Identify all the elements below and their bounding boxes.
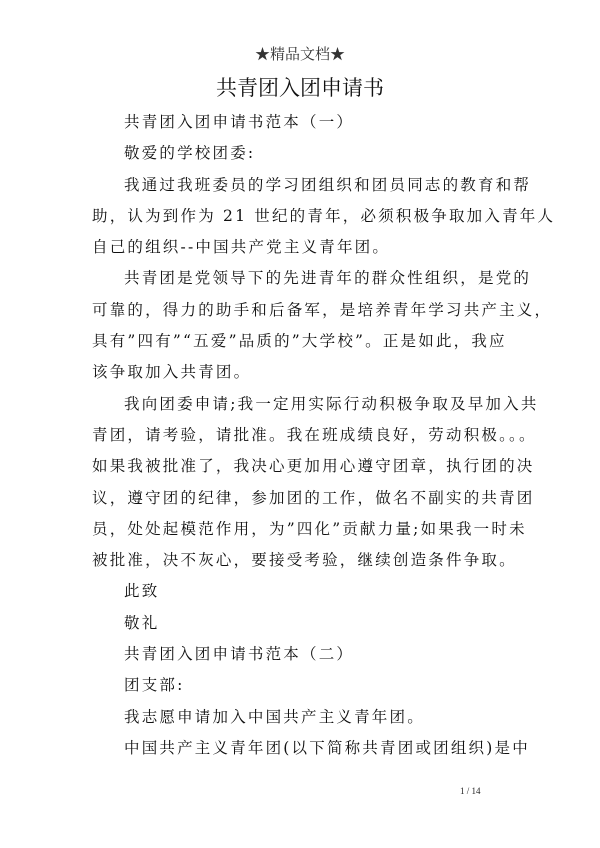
- text-line: 我志愿申请加入中国共产主义青年团。: [124, 707, 425, 726]
- text-line: 我通过我班委员的学习团组织和团员同志的教育和帮: [124, 175, 532, 194]
- text-line: 我向团委申请;我一定用实际行动积极争取及早加入共: [124, 394, 539, 413]
- text-line: 团支部:: [124, 676, 185, 695]
- text-line: 敬爱的学校团委:: [124, 144, 256, 163]
- page-header: ★精品文档★: [254, 45, 345, 63]
- document-body: [92, 107, 556, 764]
- text-line: 共青团入团申请书范本（一）: [124, 113, 355, 131]
- text-line: 如果我被批准了，我决心更加用心遵守团章，执行团的决: [92, 457, 535, 476]
- text-line: 具有”四有”“五爱”品质的”大学校”。正是如此，我应: [92, 332, 507, 351]
- page-number: 1 / 14: [460, 786, 481, 796]
- text-line: 此致: [124, 582, 160, 601]
- text-line: 助，认为到作为 21 世纪的青年，必须积极争取加入青年人: [92, 206, 556, 225]
- text-line: 可靠的，得力的助手和后备军，是培养青年学习共产主义，: [92, 300, 553, 319]
- text-line: 中国共产主义青年团(以下简称共青团或团组织)是中: [124, 738, 530, 757]
- text-line: 共青团是党领导下的先进青年的群众性组织，是党的: [124, 269, 532, 288]
- text-line: 员，处处起模范作用，为”四化”贡献力量;如果我一时未: [92, 519, 527, 538]
- document-title: 共青团入团申请书: [216, 76, 384, 100]
- text-line: 敬礼: [124, 613, 160, 632]
- text-line: 该争取加入共青团。: [92, 363, 252, 382]
- text-line: 被批准，决不灰心，要接受考验，继续创造条件争取。: [92, 551, 517, 570]
- text-line: 青团，请考验，请批准。我在班成绩良好，劳动积极。。。: [92, 425, 537, 444]
- text-line: 议，遵守团的纪律，参加团的工作，做名不副实的共青团: [92, 488, 535, 507]
- text-line: 自己的组织--中国共产党主义青年团。: [92, 238, 391, 257]
- text-line: 共青团入团申请书范本（二）: [124, 645, 355, 664]
